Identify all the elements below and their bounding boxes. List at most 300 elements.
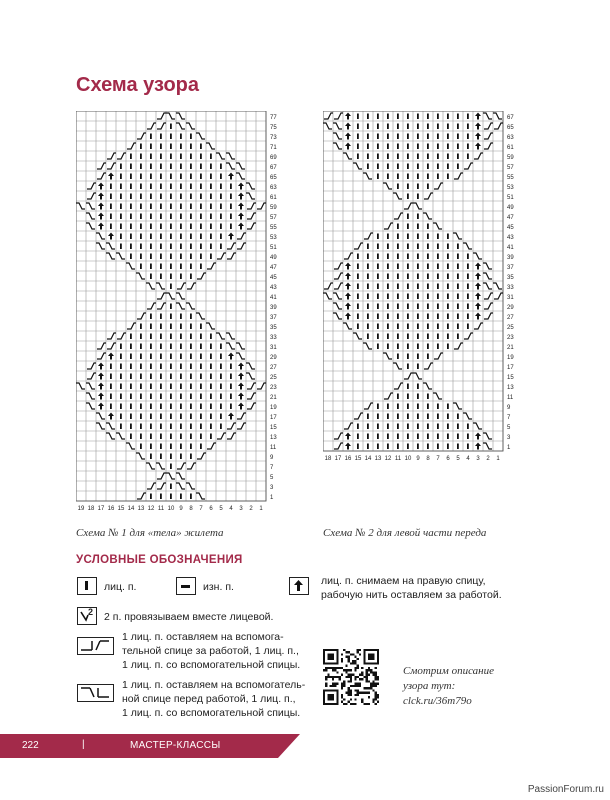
stitch-symbol	[160, 194, 162, 200]
stitch-symbol	[377, 434, 379, 440]
stitch-symbol	[407, 394, 409, 400]
stitch-symbol	[98, 213, 104, 220]
stitch-symbol	[397, 344, 399, 350]
stitch-symbol	[210, 174, 212, 180]
stitch-symbol	[190, 274, 192, 280]
stitch-symbol	[230, 184, 232, 190]
stitch-symbol	[220, 344, 222, 350]
stitch-symbol	[345, 293, 351, 300]
stitch-symbol	[417, 124, 419, 130]
stitch-symbol	[427, 444, 429, 450]
stitch-symbol	[106, 433, 115, 439]
stitch-symbol	[130, 184, 132, 190]
stitch-symbol	[345, 263, 351, 270]
stitch-symbol	[140, 144, 142, 150]
row-label: 31	[507, 295, 514, 301]
stitch-symbol	[230, 194, 232, 200]
column-label: 19	[77, 506, 85, 512]
stitch-symbol	[200, 184, 202, 190]
stitch-symbol	[437, 164, 439, 170]
stitch-symbol	[140, 264, 142, 270]
stitch-symbol	[353, 163, 362, 169]
stitch-symbol	[150, 274, 152, 280]
stitch-symbol	[417, 364, 419, 370]
stitch-symbol	[190, 404, 192, 410]
stitch-symbol	[407, 254, 409, 260]
stitch-symbol	[367, 434, 369, 440]
stitch-symbol	[146, 283, 155, 289]
stitch-symbol	[120, 374, 122, 380]
stitch-symbol	[120, 234, 122, 240]
stitch-symbol	[475, 113, 481, 120]
stitch-symbol	[180, 224, 182, 230]
stitch-symbol	[190, 344, 192, 350]
stitch-symbol	[140, 344, 142, 350]
stitch-symbol	[383, 183, 392, 189]
stitch-symbol	[220, 214, 222, 220]
row-label: 5	[507, 425, 511, 431]
stitch-symbol	[417, 214, 419, 220]
stitch-symbol	[140, 164, 142, 170]
stitch-symbol	[130, 234, 132, 240]
row-label: 5	[270, 475, 274, 481]
column-label: 15	[354, 456, 362, 462]
stitch-symbol	[190, 164, 192, 170]
stitch-symbol	[457, 154, 459, 160]
stitch-symbol	[427, 294, 429, 300]
stitch-symbol	[130, 414, 132, 420]
stitch-symbol	[110, 374, 112, 380]
row-label: 73	[270, 135, 277, 141]
stitch-symbol	[407, 414, 409, 420]
stitch-symbol	[170, 274, 172, 280]
stitch-symbol	[200, 374, 202, 380]
stitch-symbol	[427, 314, 429, 320]
stitch-symbol	[196, 493, 205, 499]
stitch-symbol	[394, 213, 403, 219]
chart-2-grid	[323, 111, 525, 463]
stitch-symbol	[387, 234, 389, 240]
stitch-symbol	[345, 283, 351, 290]
stitch-symbol	[98, 223, 104, 230]
stitch-symbol	[190, 354, 192, 360]
stitch-symbol	[357, 284, 359, 290]
stitch-symbol	[437, 134, 439, 140]
stitch-symbol	[387, 274, 389, 280]
stitch-symbol	[210, 354, 212, 360]
stitch-symbol	[417, 174, 419, 180]
stitch-symbol	[170, 364, 172, 370]
stitch-symbol	[140, 224, 142, 230]
stitch-symbol	[387, 424, 389, 430]
stitch-symbol	[357, 124, 359, 130]
stitch-symbol	[220, 244, 222, 250]
stitch-symbol	[427, 304, 429, 310]
cable-back-symbol-icon	[77, 637, 114, 655]
stitch-symbol	[210, 224, 212, 230]
stitch-symbol	[463, 413, 472, 419]
stitch-symbol	[437, 314, 439, 320]
stitch-symbol	[447, 334, 449, 340]
stitch-symbol	[483, 113, 492, 119]
stitch-symbol	[357, 114, 359, 120]
row-label: 47	[507, 215, 514, 221]
stitch-symbol	[230, 224, 232, 230]
row-label: 13	[270, 435, 277, 441]
stitch-symbol	[130, 384, 132, 390]
stitch-symbol	[150, 254, 152, 260]
chart-2-cells	[323, 111, 503, 451]
stitch-symbol	[180, 144, 182, 150]
stitch-symbol	[150, 424, 152, 430]
column-label: 14	[364, 456, 372, 462]
stitch-symbol	[210, 254, 212, 260]
stitch-symbol	[383, 353, 392, 359]
stitch-symbol	[394, 383, 403, 389]
stitch-symbol	[226, 163, 235, 169]
stitch-symbol	[367, 274, 369, 280]
slip-stitch-symbol-icon	[289, 577, 309, 595]
row-label: 15	[507, 375, 514, 381]
stitch-symbol	[427, 254, 429, 260]
stitch-symbol	[397, 184, 399, 190]
legend-cable-back-line-1: 1 лиц. п. оставляем на вспомога-	[122, 631, 284, 643]
stitch-symbol	[447, 324, 449, 330]
stitch-symbol	[190, 364, 192, 370]
stitch-symbol	[217, 253, 226, 259]
stitch-symbol	[157, 303, 166, 309]
stitch-symbol	[227, 423, 236, 429]
stitch-symbol	[160, 344, 162, 350]
stitch-symbol	[140, 194, 142, 200]
row-label: 7	[270, 465, 274, 471]
row-label: 59	[270, 205, 277, 211]
stitch-symbol	[130, 334, 132, 340]
qr-link[interactable]: clck.ru/36m79o	[403, 695, 472, 707]
row-label: 71	[270, 145, 277, 151]
row-label: 31	[270, 345, 277, 351]
stitch-symbol	[160, 164, 162, 170]
stitch-symbol	[377, 294, 379, 300]
stitch-symbol	[397, 174, 399, 180]
stitch-symbol	[447, 164, 449, 170]
stitch-symbol	[220, 164, 222, 170]
stitch-symbol	[407, 444, 409, 450]
stitch-symbol	[210, 344, 212, 350]
stitch-symbol	[407, 424, 409, 430]
stitch-symbol	[397, 334, 399, 340]
stitch-symbol	[417, 234, 419, 240]
stitch-symbol	[364, 403, 373, 409]
stitch-symbol	[427, 414, 429, 420]
stitch-symbol	[76, 203, 85, 209]
stitch-symbol	[467, 434, 469, 440]
stitch-symbol	[140, 434, 142, 440]
stitch-symbol	[160, 154, 162, 160]
stitch-symbol	[247, 203, 256, 209]
stitch-symbol	[427, 154, 429, 160]
stitch-symbol	[377, 274, 379, 280]
k2tog-number: 2	[88, 607, 94, 617]
stitch-symbol	[246, 363, 255, 369]
stitch-symbol	[437, 264, 439, 270]
stitch-symbol	[447, 304, 449, 310]
stitch-symbol	[140, 204, 142, 210]
stitch-symbol	[96, 233, 105, 239]
stitch-symbol	[407, 334, 409, 340]
stitch-symbol	[407, 284, 409, 290]
stitch-symbol	[177, 283, 186, 289]
stitch-symbol	[127, 143, 136, 149]
stitch-symbol	[397, 284, 399, 290]
stitch-symbol	[447, 174, 449, 180]
stitch-symbol	[238, 213, 244, 220]
stitch-symbol	[96, 423, 105, 429]
stitch-symbol	[150, 354, 152, 360]
stitch-symbol	[367, 284, 369, 290]
stitch-symbol	[257, 383, 266, 389]
stitch-symbol	[417, 244, 419, 250]
stitch-symbol	[200, 214, 202, 220]
stitch-symbol	[228, 413, 234, 420]
stitch-symbol	[140, 384, 142, 390]
stitch-symbol	[407, 384, 409, 390]
stitch-symbol	[97, 163, 106, 169]
stitch-symbol	[417, 404, 419, 410]
row-label: 13	[507, 385, 514, 391]
legend-cable-front-line-3: 1 лиц. п. со вспомогательной спицы.	[122, 707, 301, 719]
row-label: 27	[270, 365, 277, 371]
footer-separator: |	[82, 739, 85, 750]
stitch-symbol	[190, 254, 192, 260]
stitch-symbol	[333, 303, 342, 309]
row-label: 3	[507, 435, 511, 441]
stitch-symbol	[387, 434, 389, 440]
stitch-symbol	[427, 244, 429, 250]
column-label: 3	[476, 456, 480, 462]
column-label: 17	[97, 506, 105, 512]
stitch-symbol	[76, 383, 85, 389]
stitch-symbol	[407, 224, 409, 230]
stitch-symbol	[387, 284, 389, 290]
stitch-symbol	[150, 184, 152, 190]
stitch-symbol	[367, 324, 369, 330]
stitch-symbol	[150, 404, 152, 410]
stitch-symbol	[447, 424, 449, 430]
stitch-symbol	[130, 434, 132, 440]
stitch-symbol	[96, 413, 105, 419]
stitch-symbol	[180, 324, 182, 330]
row-label: 17	[270, 415, 277, 421]
row-label: 41	[270, 295, 277, 301]
stitch-symbol	[484, 133, 493, 139]
stitch-symbol	[417, 284, 419, 290]
stitch-symbol	[367, 254, 369, 260]
stitch-symbol	[475, 443, 481, 450]
stitch-symbol	[437, 254, 439, 260]
stitch-symbol	[150, 234, 152, 240]
stitch-symbol	[437, 274, 439, 280]
stitch-symbol	[357, 264, 359, 270]
stitch-symbol	[190, 144, 192, 150]
stitch-symbol	[110, 224, 112, 230]
stitch-symbol	[437, 234, 439, 240]
stitch-symbol	[170, 134, 172, 140]
stitch-symbol	[166, 473, 175, 479]
stitch-symbol	[364, 233, 373, 239]
stitch-symbol	[345, 123, 351, 130]
stitch-symbol	[150, 194, 152, 200]
qr-code[interactable]	[323, 649, 379, 705]
stitch-symbol	[345, 143, 351, 150]
row-label: 75	[270, 125, 277, 131]
stitch-symbol	[475, 263, 481, 270]
stitch-symbol	[334, 273, 343, 279]
column-label: 7	[199, 506, 203, 512]
stitch-symbol	[397, 324, 399, 330]
stitch-symbol	[427, 224, 429, 230]
stitch-symbol	[120, 414, 122, 420]
stitch-symbol	[190, 444, 192, 450]
stitch-symbol	[377, 414, 379, 420]
stitch-symbol	[467, 134, 469, 140]
stitch-symbol	[96, 243, 105, 249]
stitch-symbol	[147, 483, 156, 489]
stitch-symbol	[427, 174, 429, 180]
stitch-symbol	[447, 264, 449, 270]
stitch-symbol	[210, 374, 212, 380]
stitch-symbol	[98, 403, 104, 410]
stitch-symbol	[106, 253, 115, 259]
stitch-symbol	[387, 124, 389, 130]
stitch-symbol	[457, 164, 459, 170]
column-label: 15	[117, 506, 125, 512]
stitch-symbol	[475, 433, 481, 440]
stitch-symbol	[467, 304, 469, 310]
stitch-symbol	[140, 334, 142, 340]
stitch-symbol	[170, 494, 172, 500]
stitch-symbol	[110, 404, 112, 410]
stitch-symbol	[417, 164, 419, 170]
stitch-symbol	[473, 423, 482, 429]
stitch-symbol	[130, 204, 132, 210]
legend-cable-back-line-2: тельной спице за работой, 1 лиц. п.,	[122, 645, 299, 657]
stitch-symbol	[180, 374, 182, 380]
stitch-symbol	[140, 154, 142, 160]
row-label: 65	[270, 175, 277, 181]
row-label: 55	[270, 225, 277, 231]
stitch-symbol	[170, 214, 172, 220]
stitch-symbol	[437, 404, 439, 410]
legend-k2tog-label: 2 п. провязываем вместе лицевой.	[104, 611, 274, 623]
column-label: 5	[456, 456, 460, 462]
stitch-symbol	[475, 133, 481, 140]
stitch-symbol	[437, 334, 439, 340]
stitch-symbol	[377, 164, 379, 170]
stitch-symbol	[98, 383, 104, 390]
stitch-symbol	[220, 234, 222, 240]
row-label: 11	[507, 395, 514, 401]
stitch-symbol	[437, 414, 439, 420]
stitch-symbol	[483, 283, 492, 289]
stitch-symbol	[116, 433, 125, 439]
stitch-symbol	[357, 444, 359, 450]
stitch-symbol	[170, 454, 172, 460]
row-label: 47	[270, 265, 277, 271]
stitch-symbol	[120, 174, 122, 180]
row-label: 45	[270, 275, 277, 281]
stitch-symbol	[210, 364, 212, 370]
stitch-symbol	[98, 373, 104, 380]
stitch-symbol	[170, 444, 172, 450]
stitch-symbol	[387, 444, 389, 450]
stitch-symbol	[397, 134, 399, 140]
stitch-symbol	[98, 363, 104, 370]
stitch-symbol	[130, 374, 132, 380]
stitch-symbol	[474, 323, 483, 329]
stitch-symbol	[207, 263, 216, 269]
stitch-symbol	[160, 454, 162, 460]
stitch-symbol	[140, 214, 142, 220]
stitch-symbol	[200, 204, 202, 210]
row-label: 19	[507, 355, 514, 361]
stitch-symbol	[413, 203, 422, 209]
stitch-symbol	[137, 493, 146, 499]
stitch-symbol	[220, 404, 222, 410]
stitch-symbol	[467, 284, 469, 290]
stitch-symbol	[160, 394, 162, 400]
stitch-symbol	[357, 274, 359, 280]
stitch-symbol	[357, 254, 359, 260]
stitch-symbol	[200, 234, 202, 240]
stitch-symbol	[457, 124, 459, 130]
stitch-symbol	[323, 293, 332, 299]
stitch-symbol	[116, 253, 125, 259]
stitch-symbol	[407, 234, 409, 240]
stitch-symbol	[190, 134, 192, 140]
stitch-symbol	[404, 203, 413, 209]
stitch-symbol	[210, 434, 212, 440]
stitch-symbol	[170, 204, 172, 210]
stitch-symbol	[367, 424, 369, 430]
stitch-symbol	[377, 254, 379, 260]
stitch-symbol	[216, 333, 225, 339]
stitch-symbol	[475, 313, 481, 320]
stitch-symbol	[160, 144, 162, 150]
stitch-symbol	[437, 304, 439, 310]
stitch-symbol	[206, 323, 215, 329]
stitch-symbol	[200, 384, 202, 390]
stitch-symbol	[344, 423, 353, 429]
row-label: 43	[507, 235, 514, 241]
stitch-symbol	[180, 414, 182, 420]
stitch-symbol	[186, 303, 195, 309]
stitch-symbol	[367, 154, 369, 160]
stitch-symbol	[86, 223, 95, 229]
stitch-symbol	[98, 203, 104, 210]
stitch-symbol	[457, 114, 459, 120]
column-label: 16	[107, 506, 115, 512]
stitch-symbol	[120, 214, 122, 220]
stitch-symbol	[97, 173, 106, 179]
stitch-symbol	[160, 404, 162, 410]
stitch-symbol	[190, 204, 192, 210]
stitch-symbol	[357, 434, 359, 440]
stitch-symbol	[397, 294, 399, 300]
stitch-symbol	[357, 134, 359, 140]
stitch-symbol	[220, 384, 222, 390]
stitch-symbol	[230, 394, 232, 400]
